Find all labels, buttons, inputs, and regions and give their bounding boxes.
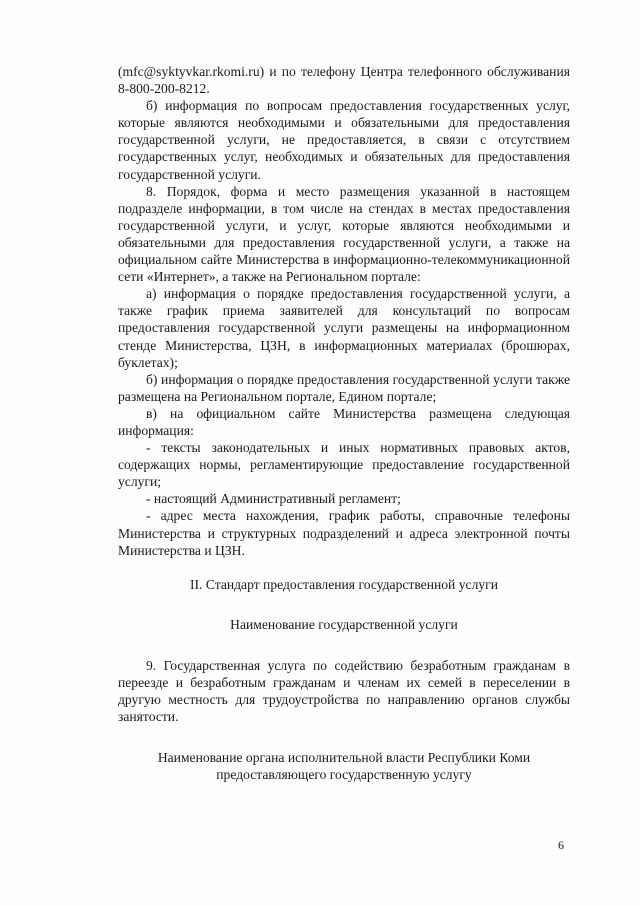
page-number: 6 <box>558 838 564 852</box>
paragraph-8v: в) на официальном сайте Министерства размещена следующая информация: <box>118 405 570 438</box>
subsection-title-2-line1: Наименование органа исполнительной власти Республики Коми <box>157 750 531 766</box>
list-item-addresses: - адрес места нахождения, график работы, справочные телефоны Министерства и структурных подразделений и адреса электронной почты Министерства и ЦЗН. <box>118 508 570 558</box>
section-title: II. Стандарт предоставления государственной услуги <box>189 576 498 592</box>
paragraph-9: 9. Государственная услуга по содействию безработным гражданам в переезде и безработным гражданам и членам их семей в переселении в другую местность для трудоустройства по направлению органов службы занятости. <box>118 657 570 725</box>
list-item-regulation: - настоящий Административный регламент; <box>146 491 401 507</box>
list-item-laws: - тексты законодательных и иных нормативных правовых актов, содержащих нормы, регламентирующие предоставление государственной услуги; <box>118 440 570 490</box>
paragraph-b-services: б) информация по вопросам предоставления государственных услуг, которые являются необходимыми и обязательными для предоставления государственной услуги, не предоставляется, в связи с отсутствием государственных услуг, необходимых и обязательных для предоставления государственной услуги. <box>118 98 570 182</box>
paragraph-8b: б) информация о порядке предоставления государственной услуги также размещена на Региональном портале, Едином портале; <box>118 371 570 404</box>
paragraph-8: 8. Порядок, форма и место размещения указанной в настоящем подразделе информации, в том числе на стендах в местах предоставления государственной услуги, и услуг, которые являются необходимыми и обязательными для предоставления государственной услуги, а также на официальном сайте Министерства в информационно-телекоммуникационной сети «Интернет», а также на Региональном портале: <box>118 183 570 285</box>
document-body <box>118 63 570 783</box>
paragraph-contact: (mfc@syktyvkar.rkomi.ru) и по телефону Центра телефонного обслуживания 8-800-200-8212. <box>118 64 570 97</box>
paragraph-8a: а) информация о порядке предоставления государственной услуги, а также график приема заявителей для консультаций по вопросам предоставления государственной услуги размещены на информационном стенде Министерства, ЦЗН, в информационных материалах (брошюрах, буклетах); <box>118 286 570 370</box>
subsection-title-2-line2: предоставляющего государственную услугу <box>216 767 472 783</box>
subsection-title: Наименование государственной услуги <box>230 616 458 632</box>
